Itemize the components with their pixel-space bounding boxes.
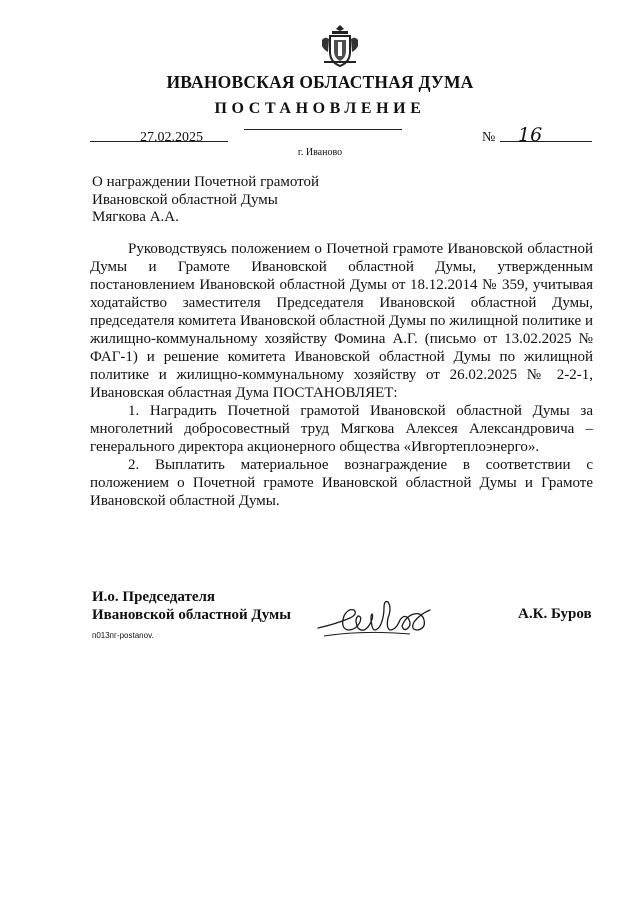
- signatory-name: А.К. Буров: [518, 606, 592, 622]
- header-divider-right: [500, 141, 592, 142]
- handwritten-signature: [314, 594, 440, 646]
- resolution-item-1: 1. Наградить Почетной грамотой Ивановской областной Думы за многолетний добросовестный труд Мягкова Алексея Александровича – генерального директора акционерного общества «Ивгортеплоэнерго».: [90, 403, 593, 455]
- document-number: 16: [518, 124, 543, 146]
- document-type-title: ПОСТАНОВЛЕНИЕ: [214, 100, 426, 117]
- organization-title: ИВАНОВСКАЯ ОБЛАСТНАЯ ДУМА: [166, 72, 474, 92]
- document-city: г. Иваново: [297, 147, 343, 158]
- number-sign: №: [482, 130, 496, 145]
- document-date: 27.02.2025: [140, 130, 203, 145]
- header-divider-middle: [244, 129, 402, 130]
- coat-of-arms-emblem: [316, 22, 364, 70]
- resolution-item-2: 2. Выплатить материальное вознаграждение в соответствии с положением о Почетной грамоте Ивановской областной Думы и Грамоте Ивановской областной Думы.: [90, 457, 593, 509]
- subject-line: О награждении Почетной грамотой: [92, 174, 320, 190]
- signatory-title-line: И.о. Председателя: [92, 589, 216, 605]
- subject-line: Мягкова А.А.: [92, 209, 179, 225]
- subject-line: Ивановской областной Думы: [92, 191, 278, 208]
- document-body: [90, 240, 593, 510]
- signatory-title: [92, 588, 291, 624]
- preamble-paragraph: Руководствуясь положением о Почетной грамоте Ивановской областной Думы и Грамоте Ивановской областной Думы, утвержденным постановлением Ивановской областной Думы от 18.12.2014 № 359, учитывая ходатайство заместителя Председателя Ивановской областной Думы, председателя комитета Ивановской областной Думы по жилищной политике и жилищно-коммунальному хозяйству Фомина А.Г. (письмо от 13.02.2025 № ФАГ-1) и решение комитета Ивановской областной Думы по жилищной политике и жилищно-коммунальному хозяйству от 26.02.2025 № 2-2-1, Ивановская областная Дума ПОСТАНОВЛЯЕТ:: [90, 241, 593, 401]
- document-subject: [92, 174, 319, 227]
- signatory-title-line: Ивановской областной Думы: [92, 607, 291, 623]
- file-reference: п013пг-postanov.: [92, 631, 154, 640]
